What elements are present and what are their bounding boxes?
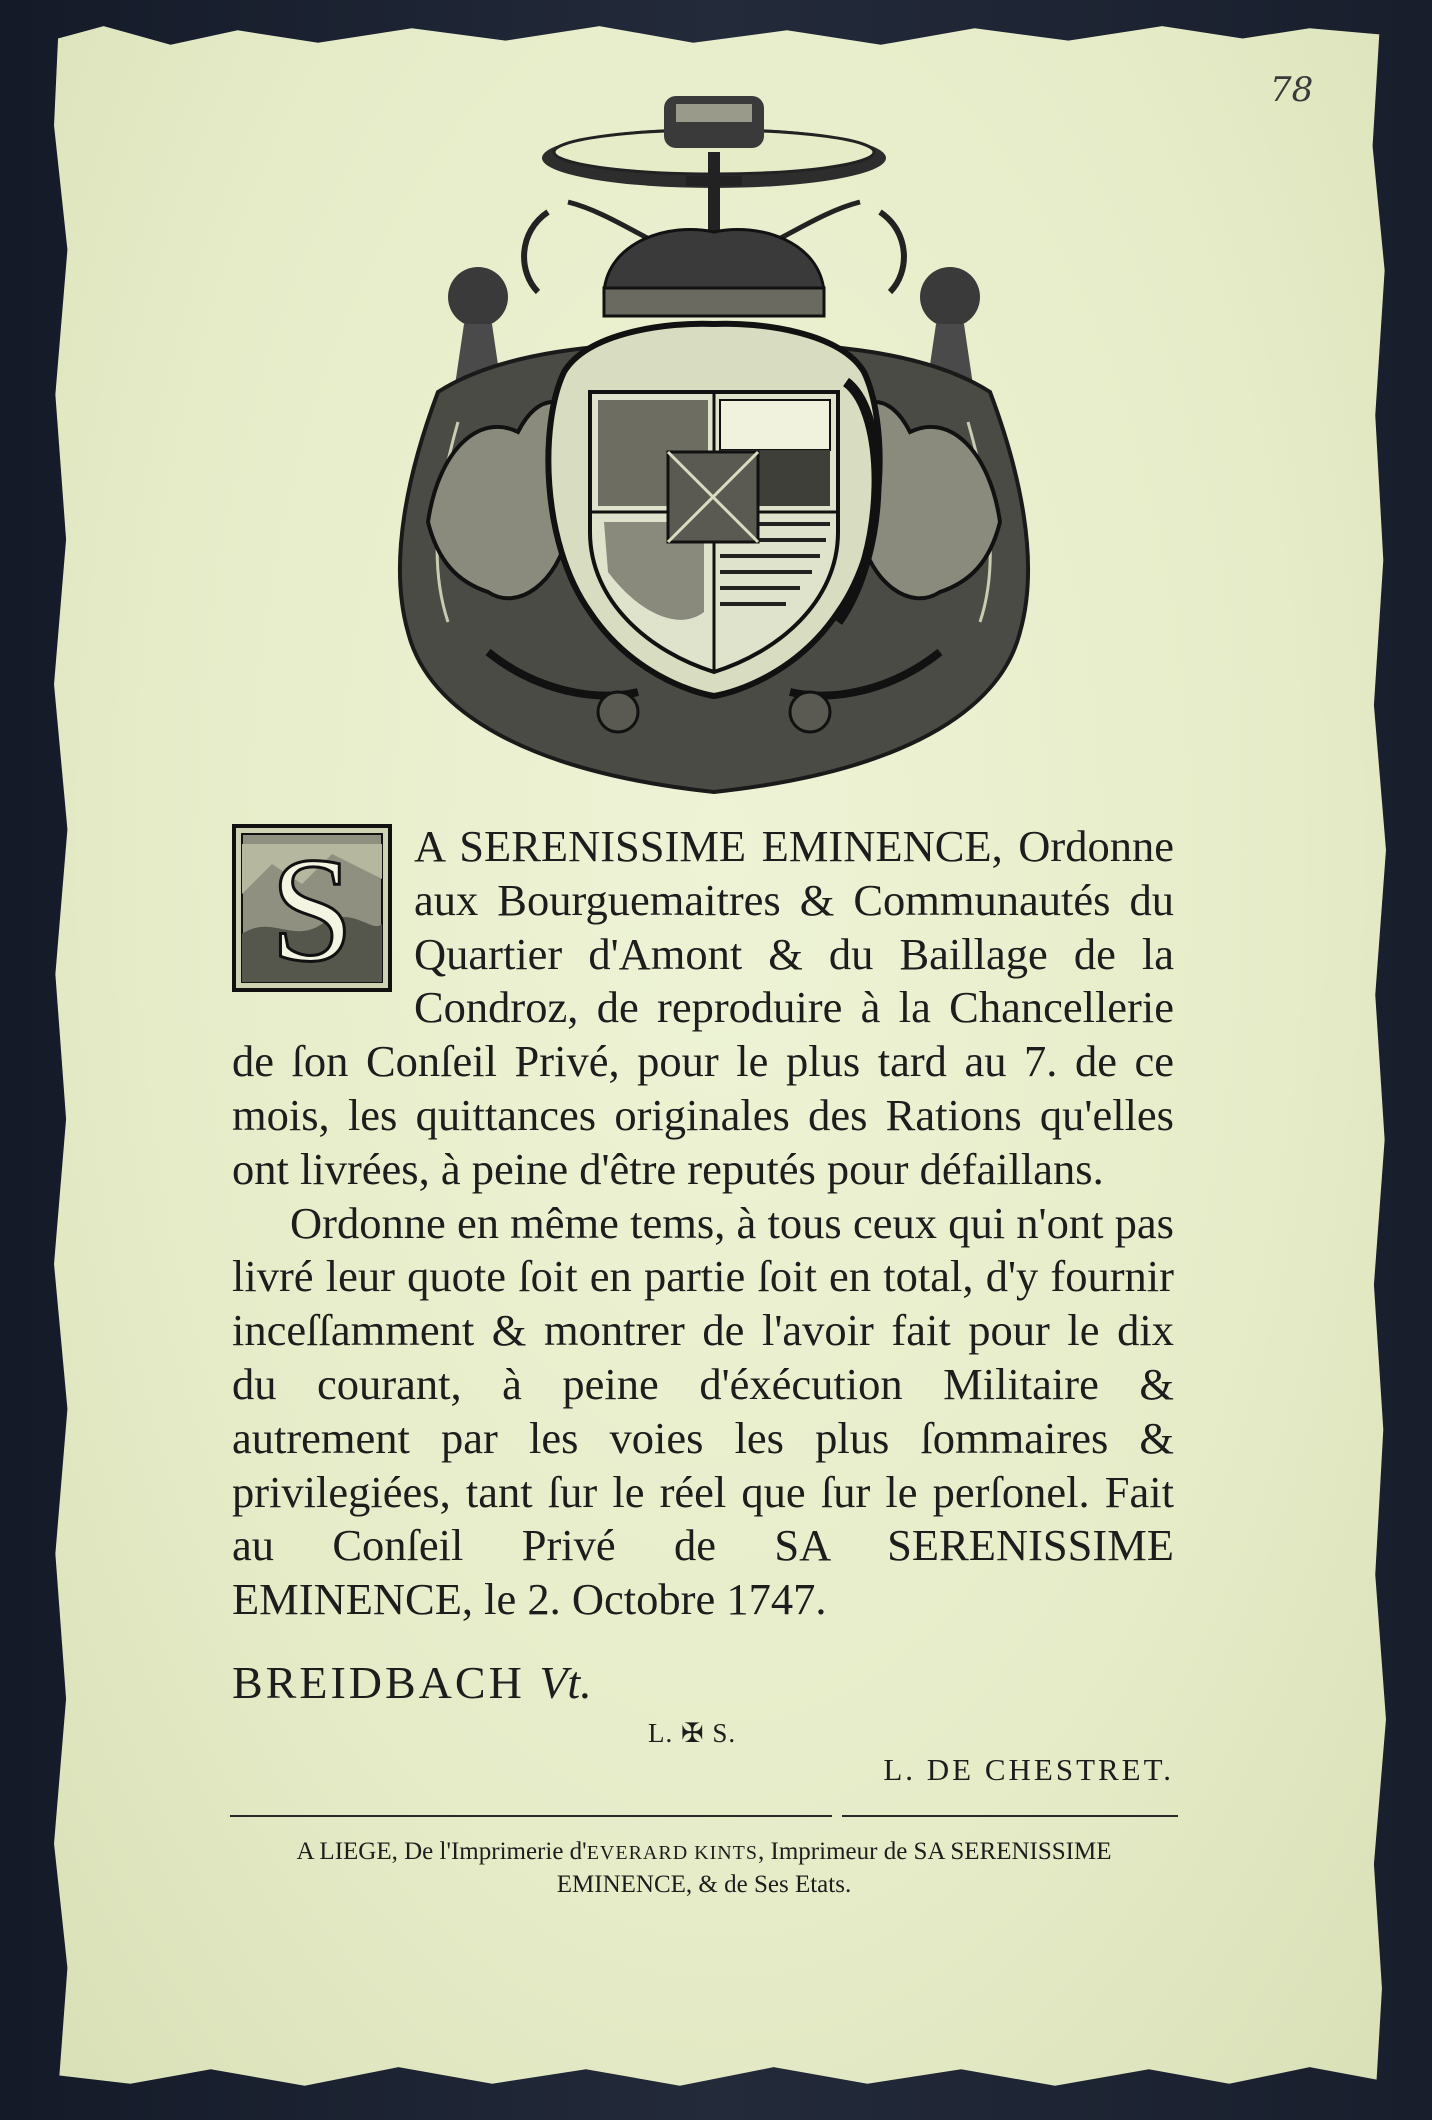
signature-left-name: BREIDBACH [232,1657,525,1708]
decorated-initial-icon [232,824,392,992]
seal-mark: L. ✠ S. [648,1718,737,1748]
initial-letter: S [270,827,354,992]
divider-gap [832,1812,842,1820]
imprint-line-1 [230,1836,1178,1869]
signature-left-suffix: Vt. [539,1657,592,1708]
ordinance-text [232,820,1174,1627]
printer-imprint [230,1836,1178,1901]
signature-breidbach [232,1656,592,1709]
paragraph-1: A SERENISSIME EMINENCE, Ordonne aux Bourguemaitres & Communautés du Quartier d'Amont & du Baillage de la Condroz, de reproduire à la Chancellerie de ſon Conſeil Privé, pour le plus tard au 7. de ce mois, les quittances originales des Rations qu'elles ont livrées, à peine d'être reputés pour défaillans. [232,821,1174,1194]
signature-de-chestret: L. DE CHESTRET. [883,1752,1174,1787]
coat-of-arms-icon [368,92,1060,800]
imprint-printer-name: EVERARD KINTS [586,1842,759,1864]
imprint-part-2: , Imprimeur de SA SERENISSIME [758,1838,1112,1865]
folio-number: 78 [1270,70,1314,110]
paragraph-2: Ordonne en même tems, à tous ceux qui n'ont pas livré leur quote ſoit en partie ſoit en total, d'y fournir inceſſamment & montrer de l'avoir fait pour le dix du courant, à peine d'éxécution Militaire & autrement par les voies les plus ſommaires & privilegiées, tant ſur le réel que ſur le perſonel. Fait au Conſeil Privé de SA SERENISSIME EMINENCE, le 2. Octobre 1747. [232,1197,1174,1625]
imprint-part-1: A LIEGE, De l'Imprimerie d' [296,1838,587,1865]
imprint-line-2: EMINENCE, & de Ses Etats. [556,1871,852,1898]
signature-block [232,1656,1174,1796]
divider-rule [230,1815,1178,1817]
